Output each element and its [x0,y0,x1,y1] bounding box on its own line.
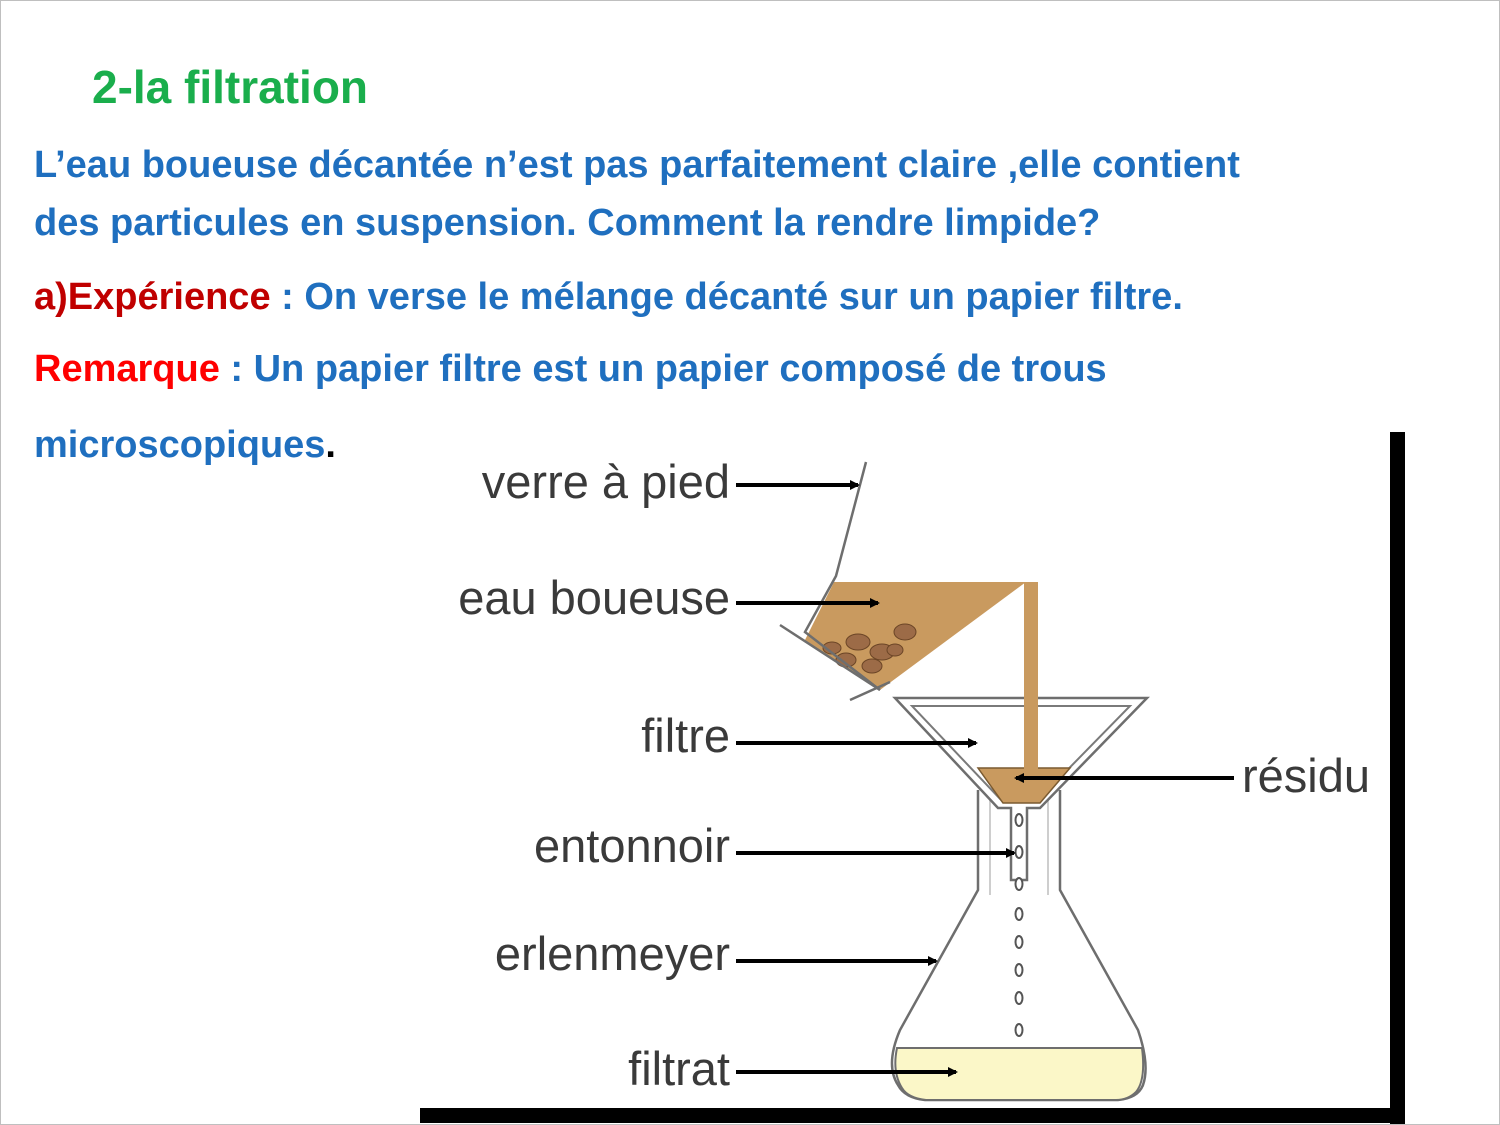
experience-label: a)Expérience [34,276,271,318]
diagram-border-bottom [420,1108,1405,1123]
diagram-border-right [1390,432,1405,1124]
label-muddy-water: eau boueuse [458,571,730,624]
remark-text: : Un papier filtre est un papier composé de trous [219,348,1107,390]
pouring-stream [1024,582,1038,786]
remark-text-2: microscopiques [34,424,326,466]
label-filter: filtre [641,709,730,762]
label-flask: erlenmeyer [494,927,730,980]
label-residue: résidu [1242,749,1371,802]
remark-label: Remarque [34,348,220,390]
muddy-water [805,582,1026,690]
label-glass: verre à pied [481,455,730,508]
remark-end: . [325,424,336,466]
label-filtrate: filtrat [628,1042,730,1095]
label-funnel: entonnoir [534,819,730,872]
intro-line-1: L’eau boueuse décantée n’est pas parfaitement claire ,elle contient [34,144,1240,186]
section-title: 2-la filtration [92,61,369,113]
experience-text: : On verse le mélange décanté sur un papier filtre. [270,276,1183,318]
intro-line-2: des particules en suspension. Comment la rendre limpide? [34,202,1101,244]
